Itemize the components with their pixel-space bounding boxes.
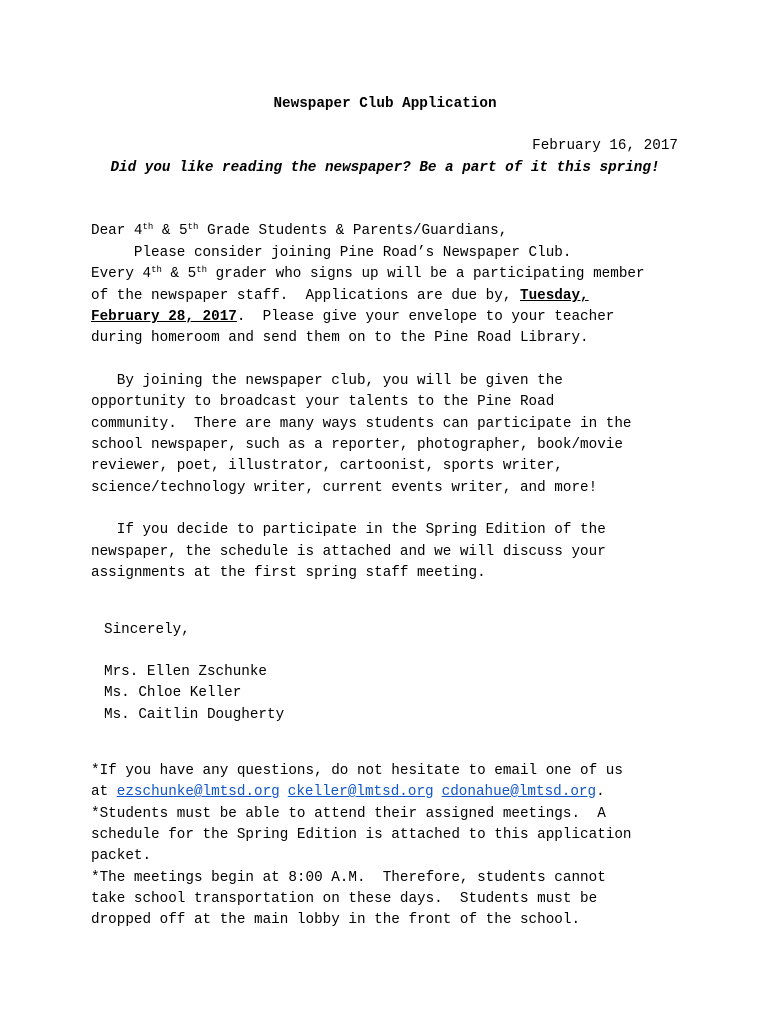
email-link[interactable]: ckeller@lmtsd.org: [287, 784, 434, 800]
note-line: at ezschunke@lmtsd.org ckeller@lmtsd.org cdonahue@lmtsd.org.: [91, 784, 605, 800]
para1-line: Please consider joining Pine Road’s Newspaper Club.: [91, 245, 572, 261]
para2-line: school newspaper, such as a reporter, photographer, book/movie: [91, 437, 623, 453]
note-line: *If you have any questions, do not hesitate to email one of us: [91, 763, 623, 779]
para3-line: assignments at the first spring staff meeting.: [91, 565, 486, 581]
note-line: *The meetings begin at 8:00 A.M. Therefore, students cannot: [91, 870, 606, 886]
greeting: Dear 4th & 5th Grade Students & Parents/Guardians,: [91, 222, 508, 239]
signer-name: Ms. Chloe Keller: [104, 685, 242, 701]
note-line: take school transportation on these days. Students must be: [91, 891, 598, 907]
closing: Sincerely,: [104, 622, 190, 638]
para2-line: opportunity to broadcast your talents to the Pine Road: [91, 394, 555, 410]
para2-line: community. There are many ways students can participate in the: [91, 416, 632, 432]
para2-line: By joining the newspaper club, you will be given the: [91, 373, 563, 389]
signer-name: Ms. Caitlin Dougherty: [104, 707, 285, 723]
tagline: Did you like reading the newspaper? Be a part of it this spring!: [110, 160, 660, 176]
note-line: *Students must be able to attend their assigned meetings. A: [91, 806, 606, 822]
para1-line: Every 4th & 5th grader who signs up will be a participating member: [91, 265, 645, 282]
note-line: packet.: [91, 848, 152, 864]
para3-line: If you decide to participate in the Spring Edition of the: [91, 522, 606, 538]
email-link[interactable]: cdonahue@lmtsd.org: [441, 784, 597, 800]
para2-line: reviewer, poet, illustrator, cartoonist, sports writer,: [91, 458, 563, 474]
note-line: schedule for the Spring Edition is attached to this application: [91, 827, 632, 843]
deadline-text: February 28, 2017: [91, 309, 237, 325]
para2-line: science/technology writer, current events writer, and more!: [91, 480, 598, 496]
note-line: dropped off at the main lobby in the front of the school.: [91, 912, 581, 928]
document-title: Newspaper Club Application: [273, 96, 497, 112]
para1-line: February 28, 2017. Please give your envelope to your teacher: [91, 309, 615, 325]
para1-line: of the newspaper staff. Applications are due by, Tuesday,: [91, 288, 589, 304]
signer-name: Mrs. Ellen Zschunke: [104, 664, 268, 680]
email-link[interactable]: ezschunke@lmtsd.org: [116, 784, 280, 800]
para3-line: newspaper, the schedule is attached and we will discuss your: [91, 544, 606, 560]
deadline-text: Tuesday,: [519, 288, 589, 304]
para1-line: during homeroom and send them on to the Pine Road Library.: [91, 330, 589, 346]
letter-date: February 16, 2017: [532, 138, 678, 154]
